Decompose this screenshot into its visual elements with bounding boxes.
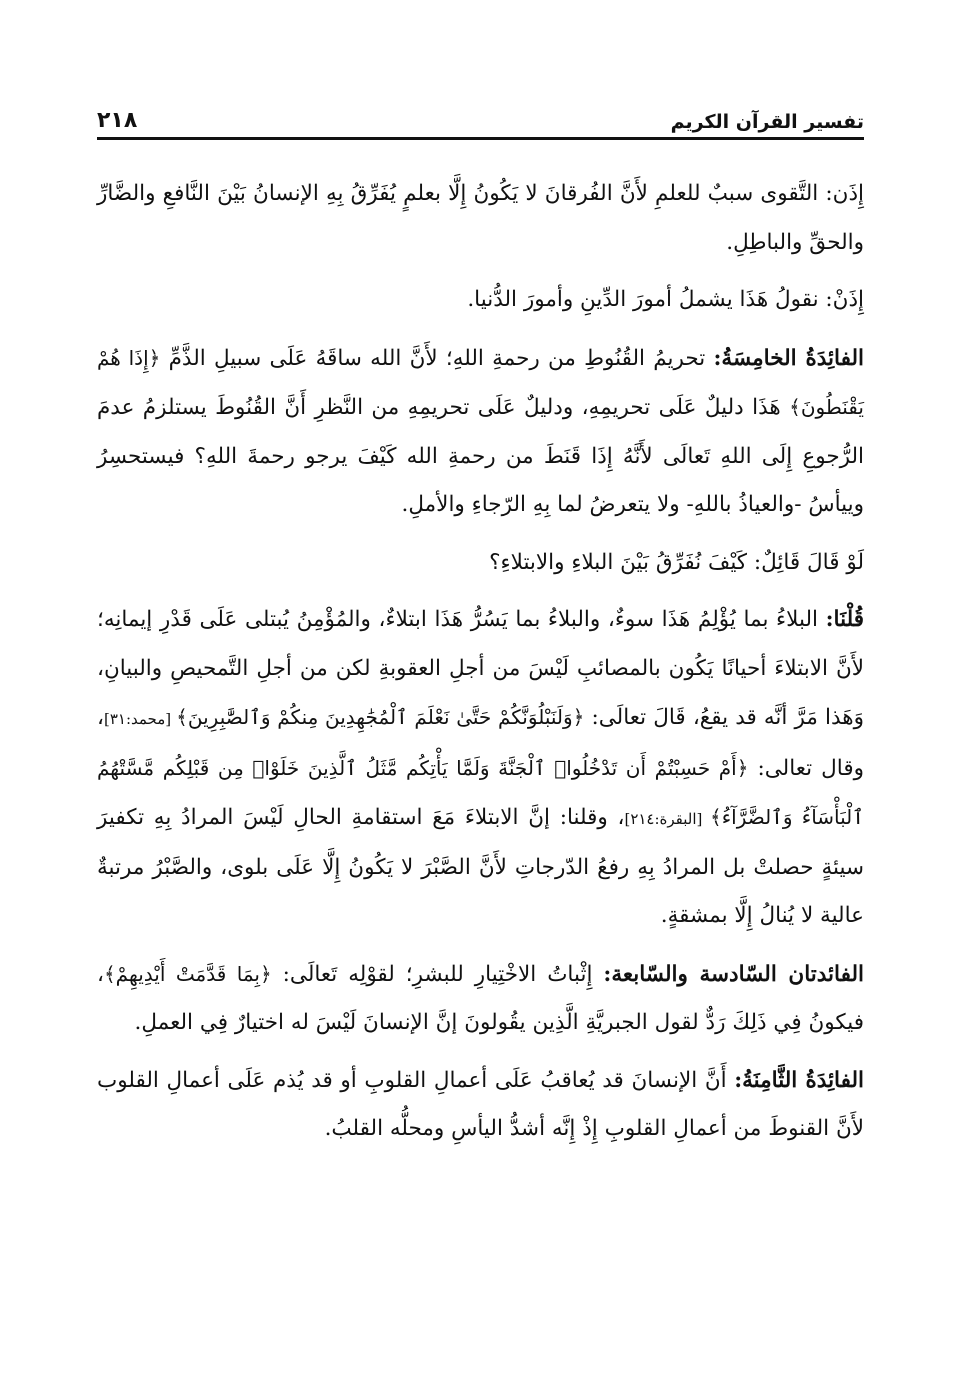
paragraph-question: لَوْ قَالَ قَائِلٌ: كَيْفَ نُفَرِّقُ بَيْنَ البلاءِ والابتلاءِ؟	[489, 549, 864, 575]
quran-verse: ﴿بِمَا قَدَّمَتْ أَيْدِيهِمْ﴾	[103, 961, 272, 986]
quran-verse: ﴿وَلَنَبْلُوَنَّكُمْ حَتَّىٰ نَعْلَمَ ٱلْمُجَٰهِدِينَ مِنكُمْ وَٱلصَّٰبِرِينَ﴾	[176, 705, 585, 729]
quran-verse: ﴿إِذَا هُمْ يَقْنَطُونَ﴾	[97, 345, 864, 419]
benefit-heading: الفائدتان السّادسة والسّابعة:	[603, 961, 864, 987]
paragraph-taqwa-knowledge: إِذَن: التَّقوى سببٌ للعلمِ لأَنَّ الفُرقانَ لا يَكُونُ إِلَّا بعلمٍ يُفَرِّقُ بِهِ الإنسانُ بَيْنَ النَّافعِ والضَّارِّ والحقِّ والباطِلِ.	[97, 181, 864, 255]
benefit-heading: الفائِدَةُ الثَّامِنَةُ:	[734, 1067, 865, 1093]
paragraph-sixth-seventh-benefit: الفائدتان السّادسة والسّابعة: إِثْباتُ الاخْتِيارِ للبشرِ؛ لقوْلِه تَعالَى: ﴿بِمَا قَدَّمَتْ أَيْدِيهِمْ﴾، فيكونُ فِي ذَلِكَ رَدٌّ لقول الجبريَّةِ الَّذِين يقُولونَ إنَّ الإنسانَ لَيْسَ له اختيارٌ فِي العملِ.	[97, 961, 864, 1035]
running-title: تفسير القرآن الكريم	[670, 111, 864, 133]
page-body	[97, 170, 864, 1163]
paragraph-eighth-benefit: الفائِدَةُ الثَّامِنَةُ: أَنَّ الإنسانَ قد يُعاقبُ عَلَى أعمالِ القلوبِ أو قد يُذم عَلَى أعمالِ القلوب لأَنَّ القنوطَ من أعمالِ القلوبِ إِذْ إِنَّه أشدُّ اليأسِ ومحلُّه القلبُ.	[97, 1067, 865, 1141]
answer-heading: قُلْنَا:	[825, 607, 864, 632]
quran-verse: ﴿أَمْ حَسِبْتُمْ أَن تَدْخُلُوا۟ ٱلْجَنَّةَ وَلَمَّا يَأْتِكُم مَّثَلُ ٱلَّذِينَ خَلَوْا۟ مِن قَبْلِكُم مَّسَّتْهُمُ ٱلْبَأْسَآءُ وَٱلضَّرَّآءُ﴾	[97, 755, 864, 829]
page-header	[97, 96, 864, 140]
verse-reference: [البقرة:٢١٤]	[624, 810, 711, 828]
benefit-heading: الفائِدَةُ الخامِسَةُ:	[713, 345, 864, 371]
page-number: ٢١٨	[97, 108, 138, 133]
paragraph-fifth-benefit: الفائِدَةُ الخامِسَةُ: تحريمُ القُنُوطِ من رحمةِ اللهِ؛ لأَنَّ الله ساقَهُ عَلَى سبيلِ الذَّمِّ ﴿إِذَا هُمْ يَقْنَطُونَ﴾ هَذَا دليلٌ عَلَى تحريمِهِ، ودليلٌ عَلَى تحريمِهِ من النَّظرِ أَنَّ القُنُوطَ يستلزمُ عدمَ الرُّجوعِ إِلَى اللهِ تَعالَى لأَنَّهُ إِذَا قَنَطَ من رحمةِ الله كَيْفَ يرجو رحمةَ اللهِ؟ فيستحسِرُ وييأسُ -والعياذُ باللهِ- ولا يتعرضُ لما بِهِ الرّجاءِ والأملِ.	[97, 345, 864, 517]
paragraph-answer: قُلْنَا: البلاءُ بما يُؤْلِمُ هَذَا سوءٌ، والبلاءُ بما يَسُرُّ هَذَا ابتلاءٌ، والمُؤْمِنُ يُبتلى عَلَى قَدْرِ إيمانِه؛ لأَنَّ الابتلاءَ أحيانًا يَكُون بالمصائبِ لَيْسَ من أجلِ العقوبةِ لكن من أجلِ التَّمحيصِ والبيانِ، وَهَذا مَرَّ أنَّه قد يقعُ، قَالَ تعالَى: ﴿وَلَنَبْلُوَنَّكُمْ حَتَّىٰ نَعْلَمَ ٱلْمُجَٰهِدِينَ مِنكُمْ وَٱلصَّٰبِرِينَ﴾ [محمد:٣١]، وقال تعالى: ﴿أَمْ حَسِبْتُمْ أَن تَدْخُلُوا۟ ٱلْجَنَّةَ وَلَمَّا يَأْتِكُم مَّثَلُ ٱلَّذِينَ خَلَوْا۟ مِن قَبْلِكُم مَّسَّتْهُمُ ٱلْبَأْسَآءُ وَٱلضَّرَّآءُ﴾ [البقرة:٢١٤]، وقلنا: إنَّ الابتلاءَ مَعَ استقامةِ الحالِ لَيْسَ المرادُ بِهِ تكفيرَ سيئةٍ حصلتْ بل المرادُ بِهِ رفعُ الدّرجاتِ لأَنَّ الصَّبْرَ لا يَكُونُ إِلَّا عَلَى بلوى، والصَّبْرُ مرتبةٌ عالية لا يُنالُ إِلَّا بمشقةٍ.	[97, 607, 864, 928]
paragraph-religion-world: إِذَنْ: نقولُ هَذَا يشملُ أمورَ الدِّينِ وأمورَ الدُّنيا.	[467, 287, 864, 312]
verse-reference: [محمد:٣١]	[103, 710, 177, 728]
